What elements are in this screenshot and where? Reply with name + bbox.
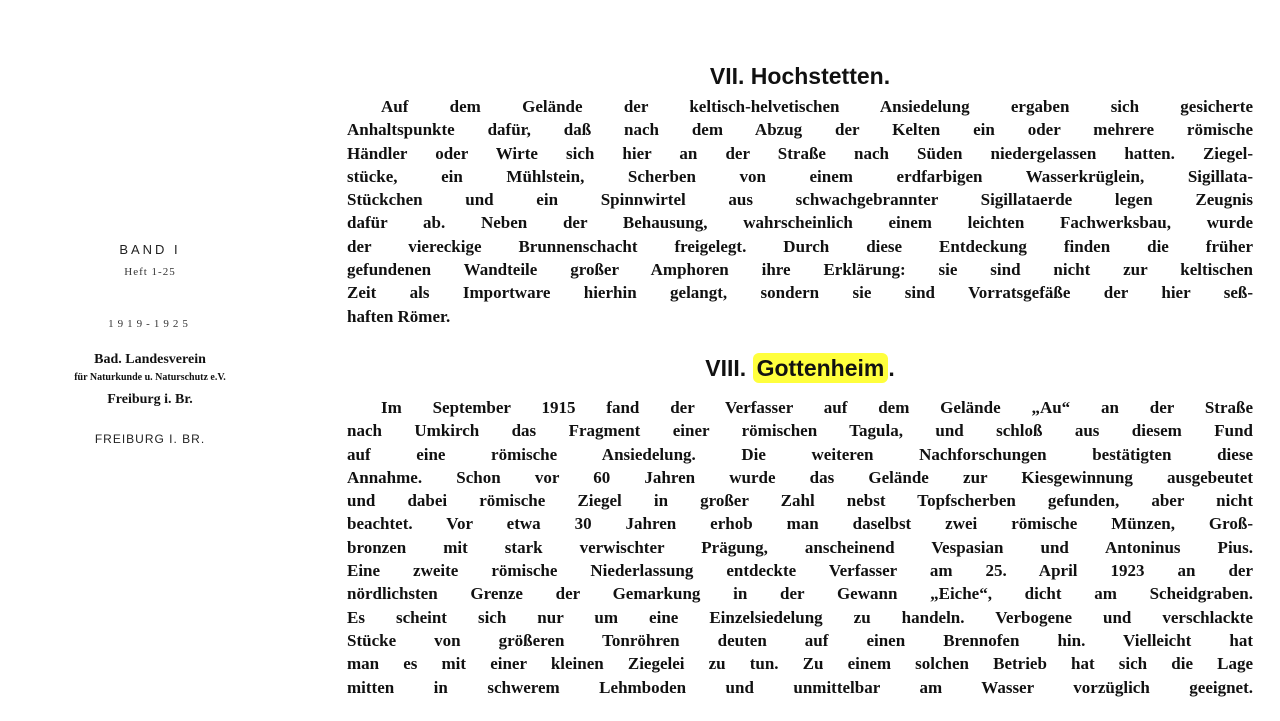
text-line: nach Umkirch das Fragment einer römischen Tagula, und schloß aus diesem Fund [347,421,1253,441]
text-line: man es mit einer kleinen Ziegelei zu tun. Zu einem solchen Betrieb hat sich die Lage [347,654,1253,674]
text-line: gefundenen Wandteile großer Amphoren ihre Erklärung: sie sind nicht zur keltischen [347,260,1253,280]
text-line: Es scheint sich nur um eine Einzelsiedelung zu handeln. Verbogene und verschlackte [347,607,1253,627]
title-period: . [888,355,895,381]
text-line: dafür ab. Neben der Behausung, wahrscheinlich einem leichten Fachwerksbau, wurde [347,213,1253,233]
section-title-hochstetten: VII. Hochstetten. [709,63,891,89]
text-line: Annahme. Schon vor 60 Jahren wurde das Gelände zur Kiesgewinnung ausgebeutet [347,467,1253,487]
text-line: Auf dem Gelände der keltisch-helvetischen Ansiedelung ergaben sich gesicherte [381,97,1253,116]
text-line: Eine zweite römische Niederlassung entdeckte Verfasser am 25. April 1923 an der [347,561,1253,581]
issue-range: Heft 1-25 [124,266,176,278]
title-numeral: VIII. [705,355,747,381]
text-line: bronzen mit stark verwischter Prägung, anscheinend Vespasian und Antoninus Pius. [347,537,1253,557]
publisher-subtitle: für Naturkunde u. Naturschutz e.V. [74,372,226,383]
section-body-gottenheim [347,396,1253,699]
text-line: Stückchen und ein Spinnwirtel aus schwachgebrannter Sigillataerde legen Zeugnis [347,190,1253,210]
text-line: der viereckige Brunnenschacht freigelegt. Durch diese Entdeckung finden die früher [347,236,1253,256]
text-line: mitten in schwerem Lehmboden und unmittelbar am Wasser vorzüglich geeignet. [347,677,1253,697]
section-title-gottenheim [347,354,1253,382]
year-range: 1919-1925 [108,318,192,330]
text-line: und dabei römische Ziegel in großer Zahl nebst Topfscherben gefunden, aber nicht [347,491,1253,511]
text-line: Im September 1915 fand der Verfasser auf dem Gelände „Au“ an der Straße [381,398,1253,417]
text-line: Stücke von größeren Tonröhren deuten auf einen Brennofen hin. Vielleicht hat [347,630,1253,650]
text-line: beachtet. Vor etwa 30 Jahren erhob man daselbst zwei römische Münzen, Groß- [347,514,1253,534]
volume-label: BAND I [119,242,181,257]
text-line: Händler oder Wirte sich hier an der Straße nach Süden niedergelassen hatten. Ziegel- [347,143,1253,163]
section-body-hochstetten [347,95,1253,328]
text-line: auf eine römische Ansiedelung. Die weiteren Nachforschungen bestätigten diese [347,444,1253,464]
imprint-city: FREIBURG I. BR. [94,432,206,446]
publisher-name: Bad. Landesverein [94,352,206,367]
text-line: haften Römer. [347,306,451,326]
text-line: Zeit als Importware hierhin gelangt, sondern sie sind Vorratsgefäße der hier seß- [347,283,1253,303]
text-line: stücke, ein Mühlstein, Scherben von einem erdfarbigen Wasserkrüglein, Sigillata- [347,166,1253,186]
text-line: nördlichsten Grenze der Gemarkung in der Gewann „Eiche“, dicht am Scheidgraben. [347,584,1253,604]
publisher-city: Freiburg i. Br. [107,392,193,407]
highlighted-term: Gottenheim [753,353,889,383]
sidebar-stamp [0,0,300,721]
text-line: Anhaltspunkte dafür, daß nach dem Abzug der Kelten ein oder mehrere römische [347,120,1253,140]
